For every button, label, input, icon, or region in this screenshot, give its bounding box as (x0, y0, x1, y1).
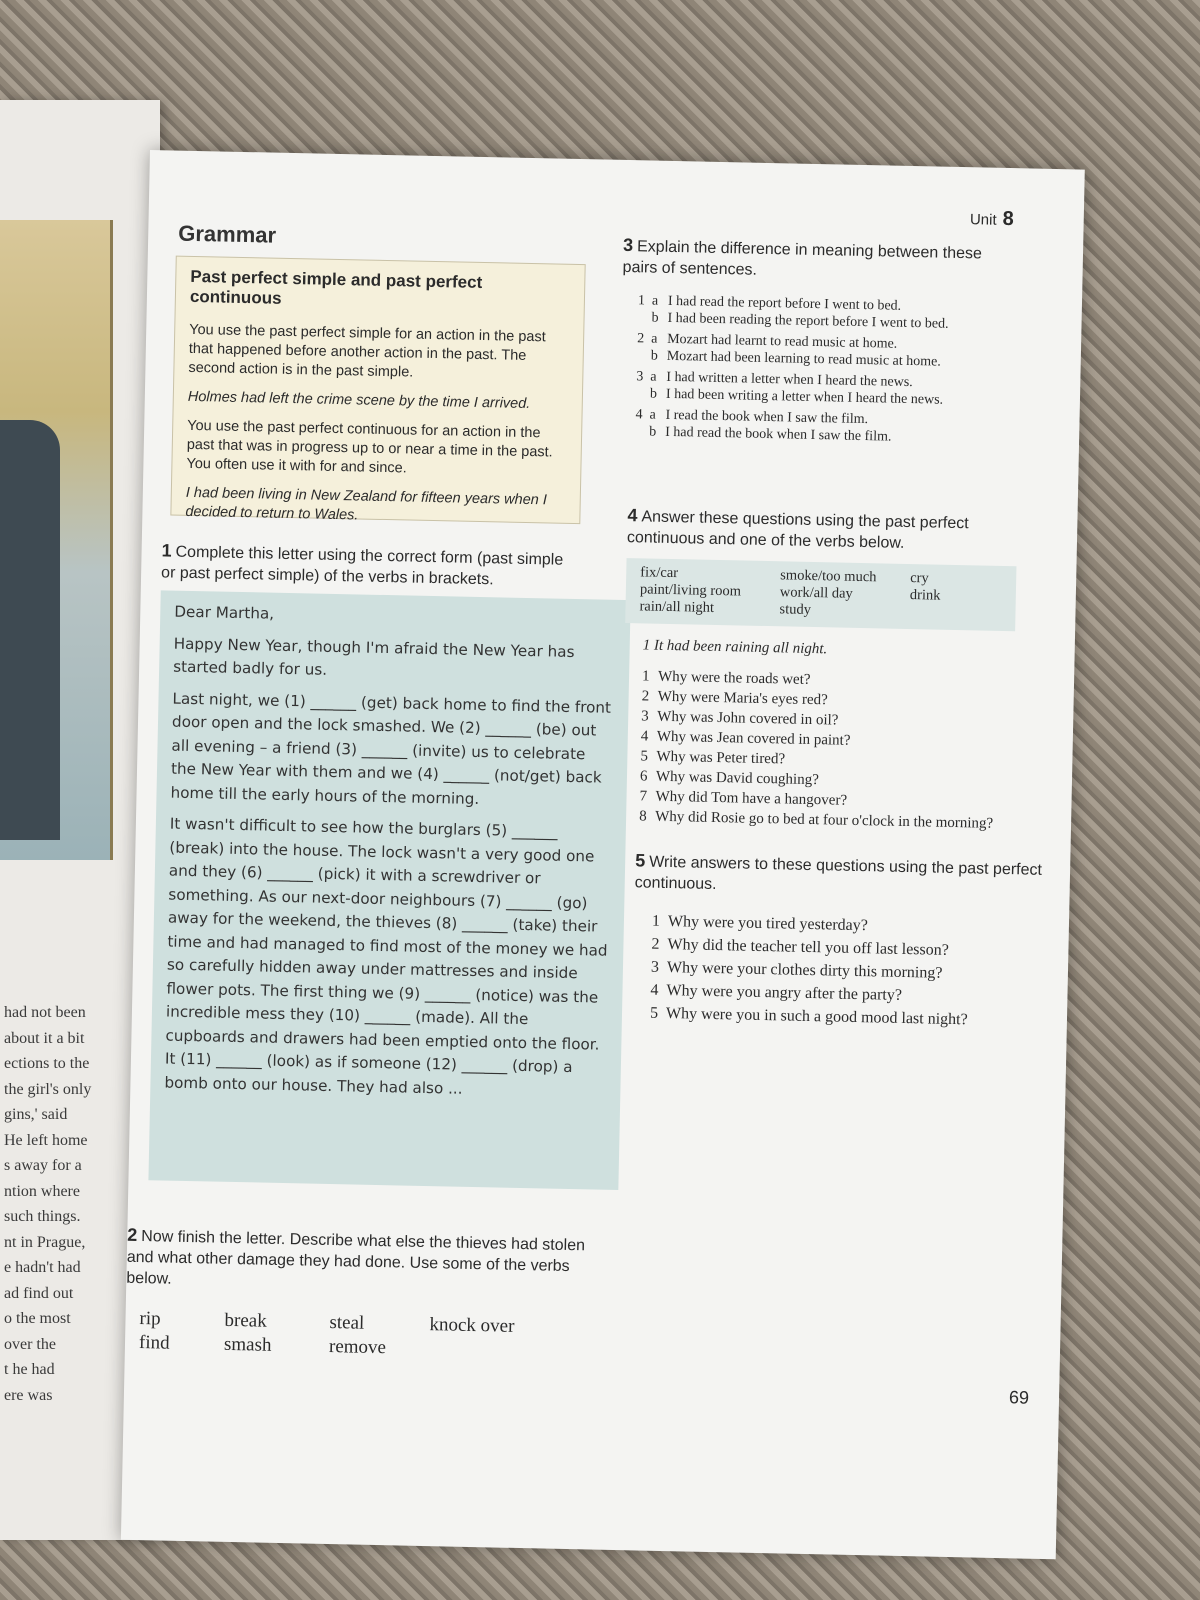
question-text: Why were Maria's eyes red? (657, 688, 828, 709)
sentence-pair (635, 406, 1010, 448)
sentence-b: I had read the book when I saw the film. (665, 424, 892, 445)
question-text: Why were you angry after the party? (666, 982, 903, 1004)
verb: fix/car (640, 564, 679, 582)
grammar-rule-2: You use the past perfect continuous for an action in the past that was in progress up to or near a time in the past. You often use it with for and since. (186, 417, 553, 477)
question-text: Why did Tom have a hangover? (655, 788, 848, 809)
exercise-1 (161, 540, 582, 592)
verb (429, 1337, 539, 1363)
sentence-a: Mozart had learnt to read music at home. (666, 331, 898, 352)
verb: paint/living room (639, 581, 742, 600)
illustration (0, 220, 113, 860)
question: 1 Why were you tired yesterday? (652, 910, 1044, 941)
verb: find (138, 1332, 170, 1354)
letter-a: a (649, 407, 656, 423)
exercise-instruction: Answer these questions using the past perfect continuous and one of the verbs below. (626, 508, 969, 552)
sentence-pair (637, 292, 1012, 334)
letter-paragraph: Dear Martha, (174, 602, 275, 623)
grammar-box-heading: Past perfect simple and past perfect continuous (189, 266, 483, 308)
verb: rain/all night (639, 598, 715, 616)
page-number: 69 (1008, 1387, 1030, 1408)
verb: break (224, 1309, 267, 1332)
question: 2 Why were Maria's eyes red? (641, 688, 828, 709)
verb: remove (328, 1336, 387, 1359)
prev-line: such things. (4, 1208, 81, 1225)
letter-b: b (649, 424, 657, 440)
verb-box (625, 558, 1016, 631)
question: 2 Why did the teacher tell you off last lesson? (651, 933, 1043, 964)
exercise-3 (619, 235, 1013, 452)
question-list (632, 909, 1044, 1033)
letter-a: a (651, 293, 659, 309)
question: 1 Why were the roads wet? (641, 668, 811, 688)
sentence-b: Mozart had been learning to read music at home. (666, 348, 941, 370)
prev-line: had not been (4, 1004, 86, 1021)
sentence-pair (637, 330, 1012, 372)
question-text: Why did Rosie go to bed at four o'clock in the morning? (654, 808, 994, 832)
prev-line: o the most (4, 1310, 71, 1327)
prev-line: s away for a (4, 1157, 82, 1174)
exercise-4 (621, 505, 1018, 834)
question-text: Why were the roads wet? (657, 668, 811, 688)
verb: work/all day (779, 584, 853, 602)
prev-line: about it a bit (4, 1029, 85, 1047)
exercise-5 (632, 850, 1046, 1033)
exercise-instruction: Complete this letter using the correct form (past simple or past perfect simple) of the verbs in brackets. (160, 543, 564, 589)
prev-line: gins,' said (4, 1106, 68, 1123)
verb-list (125, 1307, 596, 1365)
prev-line: nt in Prague, (4, 1233, 86, 1251)
verb (909, 604, 969, 622)
pair-number: 4 (635, 407, 643, 423)
exercise-number: 3 (622, 234, 634, 256)
letter-a: a (650, 331, 658, 347)
unit-number: 8 (1002, 207, 1014, 231)
unit-label: Unit (969, 211, 997, 229)
question: 3 Why was John covered in oil? (641, 708, 839, 729)
exercise-instruction: Now finish the letter. Describe what else the thieves had stolen and what other damage they had done. Use some of the verbs below. (126, 1228, 586, 1288)
question-text: Why was Jean covered in paint? (656, 728, 851, 749)
letter-paragraph: Happy New Year, though I'm afraid the New Year has started badly for us. (172, 634, 575, 679)
question: 5 Why was Peter tired? (640, 748, 786, 768)
sentence-pairs (619, 292, 1012, 448)
previous-page-text (4, 1000, 100, 1408)
verb: smash (223, 1333, 272, 1356)
pair-number: 1 (637, 293, 646, 309)
question: 4 Why were you angry after the party? (650, 979, 1042, 1010)
grammar-box (170, 256, 585, 525)
grammar-example-1: Holmes had left the crime scene by the time I arrived. (187, 388, 531, 413)
model-answer: 1 It had been raining all night. (642, 637, 828, 658)
letter-box (148, 590, 630, 1190)
question-text: Why was David coughing? (655, 768, 820, 789)
exercise-2 (125, 1225, 598, 1365)
letter-a: a (650, 369, 657, 385)
illustration-figure (0, 420, 60, 840)
question: 6 Why was David coughing? (639, 768, 820, 789)
textbook-page (121, 150, 1085, 1559)
sentence-pair (636, 368, 1011, 410)
prev-line: ections to the (4, 1055, 90, 1072)
exercise-number: 4 (627, 505, 638, 526)
pair-number: 2 (636, 331, 645, 347)
verb: steal (329, 1312, 365, 1334)
verb: rip (139, 1308, 161, 1330)
verb: cry (910, 570, 929, 587)
letter-b: b (649, 386, 658, 402)
sentence-a: I read the book when I saw the film. (665, 407, 869, 428)
grammar-rule-1: You use the past perfect simple for an action in the past that happened before another action in the past. The second action is in the past simple. (188, 321, 546, 381)
question: 7 Why did Tom have a hangover? (639, 788, 848, 809)
prev-line: ad find out (4, 1284, 74, 1302)
unit-header (970, 207, 1014, 231)
verb: study (779, 601, 812, 618)
letter-b: b (651, 310, 659, 326)
question: 3 Why were your clothes dirty this morning? (651, 956, 1043, 987)
pair-number: 3 (636, 369, 644, 385)
question-text: Why was Peter tired? (656, 748, 786, 768)
exercise-number: 2 (127, 1224, 138, 1245)
exercise-number: 1 (161, 540, 172, 561)
prev-line: He left home (4, 1131, 88, 1149)
prev-line: t he had (4, 1361, 55, 1378)
sentence-a: I had read the report before I went to bed. (667, 293, 902, 314)
question: 5 Why were you in such a good mood last night? (650, 1002, 1042, 1033)
prev-line: ntion where (4, 1182, 80, 1200)
verb: drink (909, 587, 941, 604)
verb: smoke/too much (780, 567, 877, 586)
question: 8 Why did Rosie go to bed at four o'clock in the morning? (638, 808, 994, 832)
question-text: Why was John covered in oil? (657, 708, 839, 729)
letter-b: b (650, 348, 658, 364)
prev-line: e hadn't had (4, 1259, 81, 1276)
sentence-b: I had been writing a letter when I heard the news. (665, 386, 944, 408)
grammar-title: Grammar (178, 220, 277, 248)
sentence-a: I had written a letter when I heard the news. (666, 369, 913, 391)
prev-line: over the (4, 1335, 56, 1353)
prev-line: ere was (4, 1386, 53, 1404)
question: 4 Why was Jean covered in paint? (640, 728, 851, 749)
sentence-b: I had been reading the report before I went to bed. (667, 310, 949, 332)
question-text: Why were your clothes dirty this morning? (666, 959, 943, 982)
question-text: Why did the teacher tell you off last lesson? (667, 936, 949, 959)
question-text: Why were you in such a good mood last night? (665, 1004, 968, 1029)
verb: knock over (429, 1314, 515, 1337)
exercise-instruction: Write answers to these questions using the past perfect continuous. (634, 853, 1043, 894)
exercise-instruction: Explain the difference in meaning between these pairs of sentences. (622, 238, 983, 279)
question-list (621, 666, 1014, 834)
prev-line: the girl's only (4, 1080, 92, 1098)
letter-paragraph: It wasn't difficult to see how the burglars (5) ______ (break) into the house. The lock wasn't a very good one and they (6) ______ (pick) it with a screwdriver or something. As our next-door neighbours (7) ______ (go) away for the weekend, the thieves (8) ______ (take) their time and had managed to find most of the money we had so carefully hidden away under mattresses and inside flower pots. The first thing we (9) ______ (notice) was the incredible mess they (10) ______ (made). All the cupboards and drawers had been emptied onto the floor. It (11) ______ (look) as if someone (12) ______ (drop) a bomb onto our house. They had also ... (164, 814, 608, 1098)
grammar-example-2: I had been living in New Zealand for fifteen years when I decided to return to Wales. (185, 484, 548, 524)
letter-paragraph: Last night, we (1) ______ (get) back home to find the front door open and the lock smashed. We (2) ______ (be) out all evening – a friend (3) ______ (invite) us to celebrate the New Year with them and we (4) ______ (not/get) back home till the early hours of the morning. (170, 689, 612, 808)
question-text: Why were you tired yesterday? (667, 913, 869, 935)
exercise-number: 5 (635, 850, 646, 871)
